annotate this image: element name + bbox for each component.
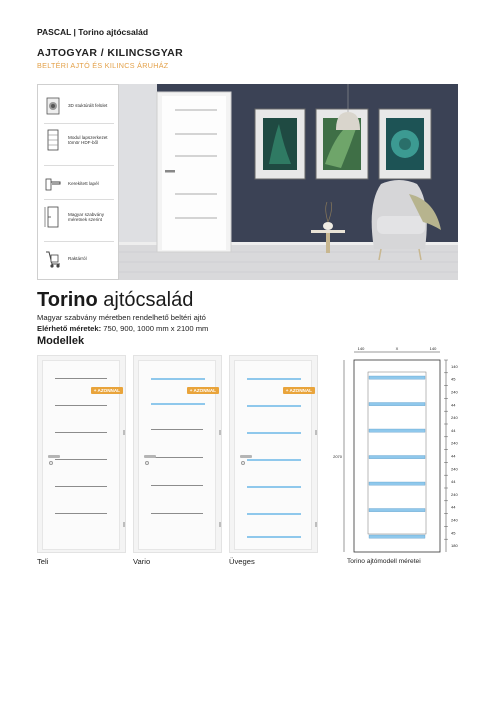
right-dimension: 44 xyxy=(451,427,456,433)
door-leaf xyxy=(138,360,216,550)
feature-text: Kerekített lapél xyxy=(68,181,99,187)
door-leaf xyxy=(234,360,312,550)
door-leaf xyxy=(42,360,120,550)
door-card-teli[interactable] xyxy=(37,355,126,553)
door-card-vario[interactable] xyxy=(133,355,222,553)
glass-strip xyxy=(369,376,425,379)
feature-item xyxy=(42,173,118,195)
top-dimension: 140 xyxy=(357,346,365,351)
right-dimension: 140 xyxy=(451,363,458,369)
right-dimension: 44 xyxy=(451,453,456,459)
in-stock-badge: + AZONNAL xyxy=(187,387,219,394)
glass-strip xyxy=(247,513,301,515)
divider xyxy=(44,165,114,166)
right-dimension: 45 xyxy=(451,376,456,382)
divider xyxy=(44,241,114,242)
glass-strip xyxy=(247,405,301,407)
feature-panel xyxy=(37,84,119,280)
top-dimension: X xyxy=(395,346,399,351)
right-dimension: 44 xyxy=(451,504,456,510)
models-heading: Modellek xyxy=(37,335,85,347)
groove xyxy=(151,457,203,458)
feature-item xyxy=(42,248,118,270)
door-label-uveges: Üveges xyxy=(229,557,255,566)
glass-strip xyxy=(369,509,425,512)
door-size-icon xyxy=(42,206,64,228)
feature-text: 3D stuktúrált felület xyxy=(68,103,108,109)
right-dimension: 240 xyxy=(451,440,458,446)
groove xyxy=(55,432,107,433)
honeycomb-core-icon xyxy=(42,129,64,151)
right-dimension: 180 xyxy=(451,543,458,549)
document-header: PASCAL | Torino ajtócsalád xyxy=(37,27,149,37)
height-dimension: 2070 xyxy=(333,454,342,459)
divider xyxy=(44,199,114,200)
feature-item xyxy=(42,95,118,117)
diagram-caption: Torino ajtómodell méretei xyxy=(347,558,421,565)
groove xyxy=(55,378,107,379)
hinge xyxy=(315,522,317,527)
right-dimension: 44 xyxy=(451,402,456,408)
brand-name: AJTOGYAR / KILINCSGYAR xyxy=(37,47,184,59)
groove xyxy=(55,459,107,460)
dimension-drawing xyxy=(330,344,470,558)
glass-strip xyxy=(247,432,301,434)
groove xyxy=(55,513,107,514)
glass-strip xyxy=(247,486,301,488)
hand-truck-icon xyxy=(42,248,64,270)
glass-strip xyxy=(151,403,205,405)
glass-strip xyxy=(369,403,425,406)
glass-strip xyxy=(247,459,301,461)
glass-strip xyxy=(151,378,205,380)
groove xyxy=(151,429,203,430)
groove xyxy=(151,513,203,514)
product-subtitle: Magyar szabvány méretben rendelhető beltéri ajtó xyxy=(37,313,206,322)
feature-text: Raktárról xyxy=(68,256,87,262)
product-name: Torino xyxy=(37,289,98,311)
door-label-vario: Vario xyxy=(133,557,151,566)
door-handle xyxy=(48,455,60,458)
right-dimension: 240 xyxy=(451,517,458,523)
feature-text: Modul lapszerkezet tömör HDF-ből xyxy=(68,134,108,145)
right-dimension: 240 xyxy=(451,415,458,421)
feature-item xyxy=(42,206,118,228)
hinge xyxy=(219,430,221,435)
lock-icon xyxy=(49,461,53,465)
hinge xyxy=(219,522,221,527)
groove xyxy=(55,486,107,487)
textured-surface-icon xyxy=(42,95,64,117)
product-title xyxy=(37,289,193,311)
right-dimension: 240 xyxy=(451,491,458,497)
in-stock-badge: + AZONNAL xyxy=(283,387,315,394)
glass-strip xyxy=(369,429,425,432)
available-sizes xyxy=(37,324,208,333)
divider xyxy=(44,123,114,124)
hinge xyxy=(123,430,125,435)
glass-strip xyxy=(247,536,301,538)
door-card-uveges[interactable] xyxy=(229,355,318,553)
glass-strip xyxy=(247,378,301,380)
glass-strip xyxy=(369,482,425,485)
product-family: ajtócsalád xyxy=(97,289,194,311)
feature-item xyxy=(42,129,118,151)
door-handle xyxy=(240,455,252,458)
right-dimension: 45 xyxy=(451,530,456,536)
lock-icon xyxy=(145,461,149,465)
right-dimension: 240 xyxy=(451,466,458,472)
hinge xyxy=(123,522,125,527)
glass-strip xyxy=(369,456,425,459)
lock-icon xyxy=(241,461,245,465)
sizes-value: 750, 900, 1000 mm x 2100 mm xyxy=(101,324,209,333)
hinge xyxy=(315,430,317,435)
groove xyxy=(55,405,107,406)
glass-strip xyxy=(369,535,425,538)
right-dimension: 240 xyxy=(451,389,458,395)
sizes-label: Elérhető méretek: xyxy=(37,324,102,333)
feature-text: Magyar szabvány méretnek szerint xyxy=(68,211,105,222)
handle-icon xyxy=(42,173,64,195)
interior-photo xyxy=(119,84,458,280)
in-stock-badge: + AZONNAL xyxy=(91,387,123,394)
top-dimension: 140 xyxy=(429,346,437,351)
right-dimension: 44 xyxy=(451,479,456,485)
brand-tagline: BELTÉRI AJTÓ ÉS KILINCS ÁRUHÁZ xyxy=(37,61,169,70)
dimension-diagram xyxy=(330,344,470,558)
door-handle xyxy=(144,455,156,458)
groove xyxy=(151,485,203,486)
door-label-teli: Teli xyxy=(37,557,49,566)
